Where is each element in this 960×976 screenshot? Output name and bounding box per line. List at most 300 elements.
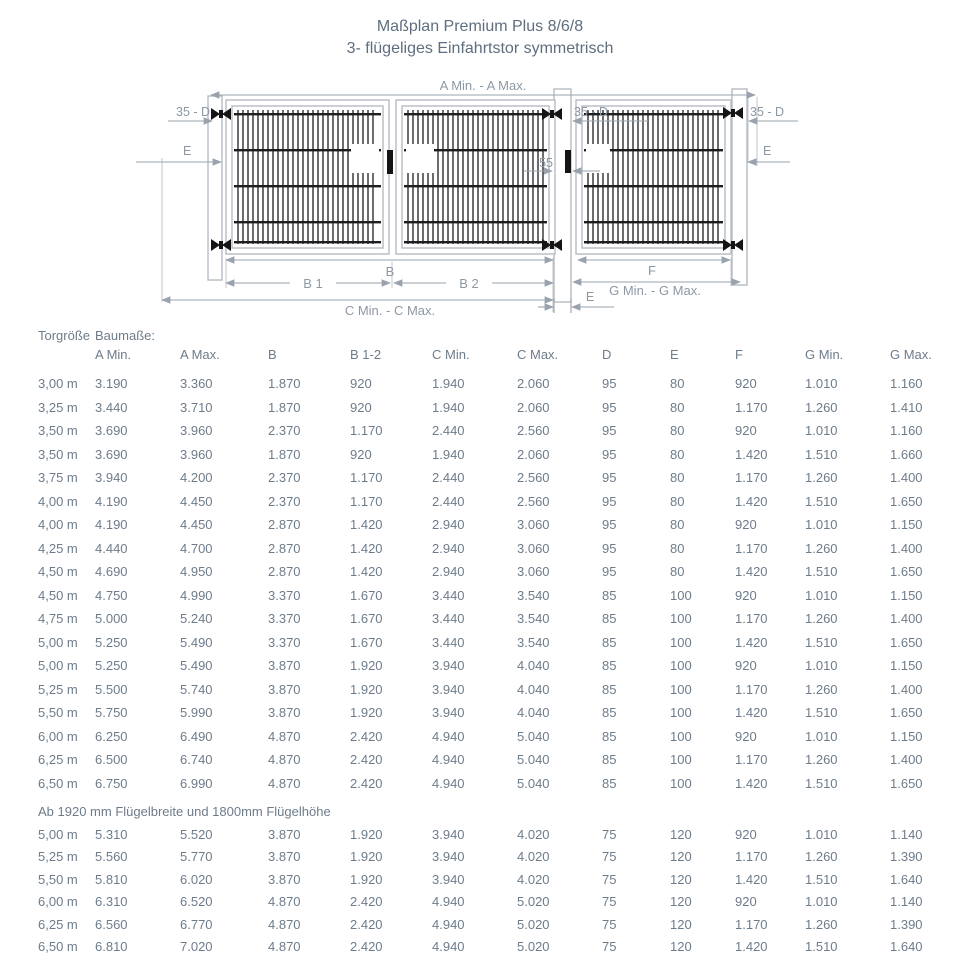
table-cell: 4.940: [432, 894, 465, 910]
table-cell: 5.000: [95, 611, 128, 627]
table-cell: 3.960: [180, 423, 213, 439]
table-cell: 1.170: [735, 916, 768, 932]
table-cell: 3.940: [432, 705, 465, 721]
table-cell: 2.870: [268, 540, 301, 556]
table-cell: 1.510: [805, 446, 838, 462]
table-cell: 4.870: [268, 752, 301, 768]
table-cell: 3.440: [432, 634, 465, 650]
table-row: [38, 868, 960, 891]
table-cell: 5.520: [180, 826, 213, 842]
table-row: [38, 654, 960, 678]
table-cell: 1.510: [805, 493, 838, 509]
column-header: G Max.: [890, 347, 932, 362]
table-cell: 1.650: [890, 634, 923, 650]
table-cell: 100: [670, 634, 692, 650]
table-cell: 6.520: [180, 894, 213, 910]
table-cell: 1.650: [890, 493, 923, 509]
table-cell: 1.400: [890, 470, 923, 486]
dim-label-e-right: E: [763, 144, 772, 158]
table-cell: 1.010: [805, 826, 838, 842]
table-cell: 3,25 m: [38, 399, 78, 415]
table-cell: 1.510: [805, 705, 838, 721]
table-cell: 3.060: [517, 517, 550, 533]
table-row: [38, 891, 960, 914]
table-cell: 3,50 m: [38, 446, 78, 462]
table-cell: 4.190: [95, 493, 128, 509]
dim-label-d-left: 35 - D: [176, 105, 211, 119]
dim-label-55: 55: [539, 156, 553, 170]
table-cell: 1.260: [805, 849, 838, 865]
table-cell: 3.710: [180, 399, 213, 415]
table-cell: 120: [670, 894, 692, 910]
table-cell: 1.920: [350, 658, 383, 674]
table-cell: 6.740: [180, 752, 213, 768]
table-cell: 4.990: [180, 587, 213, 603]
table-cell: 1.170: [735, 752, 768, 768]
table-cell: 1.150: [890, 728, 923, 744]
table-cell: 920: [350, 446, 372, 462]
table-cell: 4,00 m: [38, 517, 78, 533]
table-cell: 100: [670, 775, 692, 791]
table-cell: 2.370: [268, 423, 301, 439]
table-cell: 2.560: [517, 423, 550, 439]
table-cell: 1.010: [805, 728, 838, 744]
table-cell: 1.390: [890, 849, 923, 865]
table-cell: 1.420: [735, 705, 768, 721]
table-row: [38, 513, 960, 537]
table-cell: 1.140: [890, 894, 923, 910]
table-cell: 5.490: [180, 658, 213, 674]
table-cell: 1.260: [805, 916, 838, 932]
table-cell: 3.440: [432, 611, 465, 627]
table-cell: 5.770: [180, 849, 213, 865]
table-cell: 5,25 m: [38, 681, 78, 697]
table-cell: 1.170: [350, 493, 383, 509]
table-cell: 920: [735, 728, 757, 744]
table-cell: 6.990: [180, 775, 213, 791]
dim-label-f: F: [648, 263, 656, 278]
table-cell: 920: [350, 399, 372, 415]
table-cell: 1.420: [735, 871, 768, 887]
table-row: [38, 772, 960, 796]
table-cell: 2.560: [517, 493, 550, 509]
table-cell: 3.370: [268, 611, 301, 627]
table-cell: 920: [735, 894, 757, 910]
table-cell: 1.260: [805, 399, 838, 415]
table-cell: 100: [670, 681, 692, 697]
table-cell: 2.440: [432, 470, 465, 486]
table-cell: 6,00 m: [38, 894, 78, 910]
table-cell: 3,00 m: [38, 376, 78, 392]
table-cell: 100: [670, 587, 692, 603]
table-cell: 3.870: [268, 849, 301, 865]
dim-label-e-bottom: E: [585, 290, 595, 304]
dim-label-d-mid: 35 - D: [574, 105, 609, 119]
table-cell: 1.670: [350, 634, 383, 650]
table-row: [38, 466, 960, 490]
table-cell: 1.170: [735, 399, 768, 415]
table-cell: 4,75 m: [38, 611, 78, 627]
table-cell: 2.940: [432, 517, 465, 533]
table-cell: 80: [670, 470, 685, 486]
table-cell: 1.150: [890, 658, 923, 674]
table-cell: 5.490: [180, 634, 213, 650]
table-cell: 1.140: [890, 826, 923, 842]
column-header: F: [735, 347, 743, 362]
table-row: [38, 846, 960, 869]
table-cell: 95: [602, 399, 617, 415]
column-header: A Max.: [180, 347, 220, 362]
table-cell: 5,50 m: [38, 705, 78, 721]
table-cell: 5.500: [95, 681, 128, 697]
table-cell: 2.440: [432, 423, 465, 439]
table-cell: 1.170: [735, 681, 768, 697]
table-cell: 4,25 m: [38, 540, 78, 556]
table-cell: 3,75 m: [38, 470, 78, 486]
table-cell: 1.010: [805, 658, 838, 674]
table-cell: 95: [602, 470, 617, 486]
table-cell: 3.940: [432, 826, 465, 842]
table-row: [38, 537, 960, 561]
table-cell: 120: [670, 916, 692, 932]
table-cell: 1.390: [890, 916, 923, 932]
table-cell: 80: [670, 376, 685, 392]
table-cell: 75: [602, 871, 617, 887]
table-cell: 5,25 m: [38, 849, 78, 865]
table-cell: 1.260: [805, 540, 838, 556]
table-cell: 5.020: [517, 939, 550, 955]
table-cell: 1.160: [890, 423, 923, 439]
column-header: A Min.: [95, 347, 132, 362]
table-cell: 1.170: [735, 540, 768, 556]
table-cell: 1.650: [890, 705, 923, 721]
torgroesse-header: Torgröße: [38, 328, 91, 343]
table-cell: 95: [602, 423, 617, 439]
table-cell: 2.420: [350, 728, 383, 744]
table-cell: 1.940: [432, 376, 465, 392]
table-cell: 80: [670, 540, 685, 556]
table-cell: 4.940: [432, 916, 465, 932]
table-cell: 6.560: [95, 916, 128, 932]
title-line1: Maßplan Premium Plus 8/6/8: [376, 18, 584, 35]
table-cell: 2.420: [350, 916, 383, 932]
table-cell: 1.420: [735, 939, 768, 955]
left-post: [208, 96, 222, 280]
table-cell: 920: [735, 423, 757, 439]
table-cell: 95: [602, 517, 617, 533]
table-cell: 100: [670, 728, 692, 744]
table-cell: 3.190: [95, 376, 128, 392]
table-row: [38, 725, 960, 749]
table-cell: 1.420: [350, 517, 383, 533]
table-cell: 4.020: [517, 871, 550, 887]
table-cell: 3.690: [95, 446, 128, 462]
table-cell: 5,00 m: [38, 826, 78, 842]
table-cell: 1.940: [432, 446, 465, 462]
table-cell: 1.010: [805, 894, 838, 910]
table-cell: 5.560: [95, 849, 128, 865]
table-cell: 5.040: [517, 752, 550, 768]
table-cell: 1.170: [735, 611, 768, 627]
column-header: C Max.: [517, 347, 559, 362]
table-cell: 3.360: [180, 376, 213, 392]
table-cell: 1.170: [735, 470, 768, 486]
table-cell: 2.870: [268, 517, 301, 533]
baumasse-header: Baumaße:: [95, 328, 155, 343]
table-cell: 1.260: [805, 752, 838, 768]
table-cell: 920: [735, 587, 757, 603]
table-cell: 1.510: [805, 775, 838, 791]
table-cell: 1.420: [350, 564, 383, 580]
table-row: [38, 823, 960, 846]
table-cell: 1.010: [805, 376, 838, 392]
table-row: [38, 748, 960, 772]
table-cell: 1.150: [890, 517, 923, 533]
table-cell: 85: [602, 681, 617, 697]
table-cell: 100: [670, 705, 692, 721]
wing3-latch: [565, 150, 571, 173]
table-row: [38, 701, 960, 725]
dim-label-b: B: [385, 264, 395, 279]
table-cell: 6.770: [180, 916, 213, 932]
table-cell: 75: [602, 849, 617, 865]
table-cell: 7.020: [180, 939, 213, 955]
table-cell: 1.400: [890, 611, 923, 627]
table-cell: 3.940: [95, 470, 128, 486]
table-cell: 3,50 m: [38, 423, 78, 439]
table-cell: 4.870: [268, 728, 301, 744]
table-cell: 5.240: [180, 611, 213, 627]
table-cell: 2.940: [432, 564, 465, 580]
table-cell: 4.940: [432, 752, 465, 768]
dim-label-d-right: 35 - D: [750, 105, 785, 119]
table-cell: 1.870: [268, 399, 301, 415]
table-cell: 5,00 m: [38, 658, 78, 674]
table-cell: 920: [735, 658, 757, 674]
column-header: G Min.: [805, 347, 844, 362]
table-cell: 3.870: [268, 871, 301, 887]
table-cell: 3.440: [432, 587, 465, 603]
table-cell: 1.410: [890, 399, 923, 415]
table-cell: 2.420: [350, 752, 383, 768]
table-cell: 75: [602, 916, 617, 932]
table-cell: 3.870: [268, 705, 301, 721]
table-cell: 4.190: [95, 517, 128, 533]
column-header: B 1-2: [350, 347, 382, 362]
table-cell: 4.200: [180, 470, 213, 486]
table-cell: 1.420: [735, 564, 768, 580]
table-row: [38, 678, 960, 702]
table-cell: 2.060: [517, 446, 550, 462]
table-cell: 5.250: [95, 658, 128, 674]
table-cell: 120: [670, 849, 692, 865]
table-row: [38, 490, 960, 514]
dim-label-c: C Min. - C Max.: [344, 303, 436, 318]
table-cell: 4.450: [180, 517, 213, 533]
table-cell: 3.940: [432, 871, 465, 887]
column-header: D: [602, 347, 612, 362]
table-cell: 920: [735, 826, 757, 842]
table-cell: 95: [602, 376, 617, 392]
table-cell: 4.870: [268, 916, 301, 932]
table-row: [38, 396, 960, 420]
column-header: B: [268, 347, 277, 362]
table-cell: 4.870: [268, 894, 301, 910]
table-cell: 3.540: [517, 634, 550, 650]
table-cell: 4.040: [517, 658, 550, 674]
table-cell: 1.420: [735, 775, 768, 791]
table-cell: 80: [670, 493, 685, 509]
table-cell: 120: [670, 939, 692, 955]
table-cell: 4.750: [95, 587, 128, 603]
table-cell: 80: [670, 399, 685, 415]
table-cell: 5,00 m: [38, 634, 78, 650]
table-cell: 1.870: [268, 446, 301, 462]
center-latch: [387, 150, 393, 174]
table-cell: 1.510: [805, 564, 838, 580]
table-cell: 5.020: [517, 894, 550, 910]
gate-diagram: [0, 0, 960, 322]
table-cell: 3.870: [268, 826, 301, 842]
table-cell: 80: [670, 517, 685, 533]
table-cell: 1.420: [735, 634, 768, 650]
table-cell: 4.940: [432, 939, 465, 955]
table-cell: 3.440: [95, 399, 128, 415]
table-cell: 5.250: [95, 634, 128, 650]
table-cell: 85: [602, 587, 617, 603]
table-cell: 3.960: [180, 446, 213, 462]
table-cell: 6.490: [180, 728, 213, 744]
table-cell: 1.260: [805, 611, 838, 627]
table-cell: 1.510: [805, 939, 838, 955]
table-cell: 2.870: [268, 564, 301, 580]
table-cell: 1.400: [890, 752, 923, 768]
table-cell: 1.170: [350, 470, 383, 486]
table-cell: 6.250: [95, 728, 128, 744]
table-cell: 4.950: [180, 564, 213, 580]
table-cell: 3.370: [268, 634, 301, 650]
table-cell: 920: [735, 376, 757, 392]
table-cell: 1.650: [890, 564, 923, 580]
table-cell: 1.920: [350, 849, 383, 865]
table-cell: 5.040: [517, 728, 550, 744]
table-cell: 1.510: [805, 871, 838, 887]
table-cell: 80: [670, 446, 685, 462]
table-cell: 4.870: [268, 939, 301, 955]
table-cell: 6,00 m: [38, 728, 78, 744]
table-cell: 1.940: [432, 399, 465, 415]
table-row: [38, 584, 960, 608]
table-cell: 6.750: [95, 775, 128, 791]
table-cell: 1.160: [890, 376, 923, 392]
table-cell: 4.020: [517, 849, 550, 865]
table-cell: 4.690: [95, 564, 128, 580]
table-cell: 6,25 m: [38, 916, 78, 932]
gate-wing-2: [396, 100, 555, 254]
table-cell: 1.920: [350, 681, 383, 697]
table-cell: 1.010: [805, 423, 838, 439]
table-cell: 3.940: [432, 658, 465, 674]
table-cell: 120: [670, 826, 692, 842]
dim-label-a: A Min. - A Max.: [439, 78, 527, 93]
table-cell: 1.670: [350, 587, 383, 603]
column-header: C Min.: [432, 347, 470, 362]
table-cell: 4.700: [180, 540, 213, 556]
table-cell: 6,50 m: [38, 775, 78, 791]
table-cell: 1.640: [890, 871, 923, 887]
table-cell: 4.020: [517, 826, 550, 842]
table-cell: 3.540: [517, 587, 550, 603]
table-cell: 1.150: [890, 587, 923, 603]
table-cell: 1.400: [890, 540, 923, 556]
column-header: E: [670, 347, 679, 362]
table-cell: 6,50 m: [38, 939, 78, 955]
table-cell: 1.170: [350, 423, 383, 439]
table-section-2: [38, 823, 960, 958]
right-post: [732, 89, 747, 285]
table-cell: 2.060: [517, 399, 550, 415]
table-cell: 3.540: [517, 611, 550, 627]
table-cell: 3.370: [268, 587, 301, 603]
table-cell: 1.260: [805, 681, 838, 697]
table-cell: 5.020: [517, 916, 550, 932]
table-cell: 2.940: [432, 540, 465, 556]
table-cell: 3.940: [432, 681, 465, 697]
table-row: [38, 631, 960, 655]
table-cell: 2.060: [517, 376, 550, 392]
table-row: [38, 372, 960, 396]
table-cell: 4.450: [180, 493, 213, 509]
table-cell: 75: [602, 826, 617, 842]
table-cell: 85: [602, 611, 617, 627]
dim-label-b1: B 1: [303, 276, 323, 291]
table-group-header: [38, 326, 960, 345]
table-cell: 5,50 m: [38, 871, 78, 887]
table-cell: 1.870: [268, 376, 301, 392]
table-cell: 1.670: [350, 611, 383, 627]
table-cell: 2.440: [432, 493, 465, 509]
table-section-1: [38, 372, 960, 795]
table-cell: 1.170: [735, 849, 768, 865]
table-cell: 85: [602, 775, 617, 791]
table-cell: 1.010: [805, 587, 838, 603]
table-cell: 5.310: [95, 826, 128, 842]
table-cell: 5.750: [95, 705, 128, 721]
dimension-table: [0, 326, 960, 958]
table-cell: 85: [602, 728, 617, 744]
table-cell: 100: [670, 752, 692, 768]
table-cell: 6.500: [95, 752, 128, 768]
table-cell: 4,50 m: [38, 564, 78, 580]
table-cell: 85: [602, 634, 617, 650]
table-cell: 6.020: [180, 871, 213, 887]
table-cell: 95: [602, 446, 617, 462]
table-cell: 4.040: [517, 681, 550, 697]
table-cell: 1.420: [735, 446, 768, 462]
table-cell: 3.690: [95, 423, 128, 439]
table-cell: 920: [735, 517, 757, 533]
table-row: [38, 419, 960, 443]
table-cell: 1.420: [350, 540, 383, 556]
table-cell: 6.310: [95, 894, 128, 910]
table-cell: 1.920: [350, 826, 383, 842]
table-column-headers: [38, 345, 960, 364]
table-cell: 95: [602, 493, 617, 509]
table-cell: 1.650: [890, 775, 923, 791]
table-cell: 2.420: [350, 894, 383, 910]
table-row: [38, 936, 960, 959]
table-cell: 3.060: [517, 564, 550, 580]
